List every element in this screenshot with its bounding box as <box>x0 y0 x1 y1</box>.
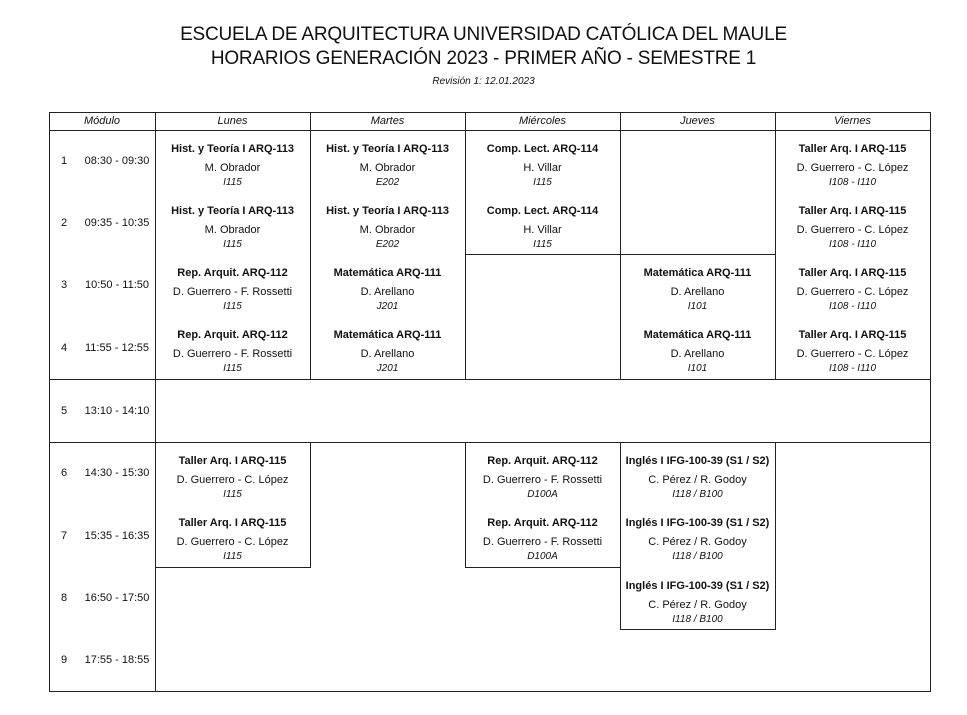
module-time: 14:30 - 15:30 <box>84 467 150 479</box>
class-group-border <box>775 130 776 379</box>
module-number: 5 <box>60 404 68 417</box>
module-time: 13:10 - 14:10 <box>84 404 150 417</box>
room-code: I108 - I110 <box>828 301 877 312</box>
teacher-name: D. Arellano <box>670 348 725 360</box>
room-code: I101 <box>687 301 708 312</box>
class-block <box>465 454 620 501</box>
column-header-martes: Martes <box>370 115 405 127</box>
room-code: I115 <box>223 363 242 374</box>
class-group-border <box>155 442 156 567</box>
teacher-name: D. Guerrero - F. Rossetti <box>482 536 603 548</box>
class-group-border <box>310 442 311 567</box>
module-number: 7 <box>60 529 68 542</box>
room-code: I115 <box>533 239 552 250</box>
teacher-name: C. Pérez / R. Godoy <box>648 474 747 486</box>
teacher-name: D. Guerrero - F. Rossetti <box>172 286 293 298</box>
class-group-border <box>775 130 931 131</box>
course-name: Inglés I IFG-100-39 (S1 / S2) <box>625 580 770 592</box>
class-group-border <box>620 379 776 380</box>
revision-note: Revisión 1: 12.01.2023 <box>432 76 535 87</box>
class-group-border <box>310 379 466 380</box>
column-header-miércoles: Miércoles <box>518 115 567 127</box>
room-code: I108 - I110 <box>828 363 877 374</box>
teacher-name: M. Obrador <box>359 162 416 174</box>
teacher-name: D. Guerrero - C. López <box>796 162 909 174</box>
course-name: Taller Arq. I ARQ-115 <box>798 143 907 155</box>
room-code: I108 - I110 <box>828 239 877 250</box>
class-group-border <box>310 130 311 379</box>
document-subtitle: HORARIOS GENERACIÓN 2023 - PRIMER AÑO - SEMESTRE 1 <box>210 48 757 69</box>
module-time: 11:55 - 12:55 <box>84 341 149 354</box>
module-time: 09:35 - 10:35 <box>84 217 150 229</box>
course-name: Hist. y Teoría I ARQ-113 <box>171 205 294 217</box>
teacher-name: D. Guerrero - F. Rossetti <box>482 474 603 486</box>
room-code: I115 <box>533 177 552 188</box>
module-number: 8 <box>60 592 68 604</box>
class-group-border <box>465 442 621 443</box>
class-block <box>155 266 310 313</box>
module-time: 10:50 - 11:50 <box>84 279 149 291</box>
room-code: D100A <box>527 551 558 562</box>
teacher-name: D. Arellano <box>670 286 725 298</box>
class-group-border <box>310 130 466 131</box>
teacher-name: H. Villar <box>523 162 562 174</box>
class-group-border <box>620 254 621 379</box>
course-name: Hist. y Teoría I ARQ-113 <box>326 205 449 217</box>
class-group-border <box>155 130 311 131</box>
room-code: I118 / B100 <box>672 489 723 500</box>
class-block <box>620 516 775 563</box>
class-group-border <box>930 130 931 379</box>
table-bottom-border <box>49 691 931 692</box>
class-group-border <box>620 254 776 255</box>
class-block <box>155 454 310 501</box>
class-block <box>155 142 310 189</box>
class-group-border <box>620 442 621 629</box>
module-number: 6 <box>60 467 68 479</box>
class-group-border <box>620 130 621 254</box>
teacher-name: D. Guerrero - C. López <box>176 474 289 486</box>
class-group-border <box>620 629 776 630</box>
course-name: Taller Arq. I ARQ-115 <box>178 455 287 467</box>
room-code: I115 <box>223 551 242 562</box>
class-block <box>310 204 465 251</box>
class-group-border <box>620 442 776 443</box>
room-code: I115 <box>223 301 242 312</box>
course-name: Inglés I IFG-100-39 (S1 / S2) <box>625 455 770 467</box>
course-name: Comp. Lect. ARQ-114 <box>486 205 599 217</box>
module-number: 3 <box>60 279 68 291</box>
module-time: 08:30 - 09:30 <box>84 155 150 167</box>
teacher-name: D. Guerrero - C. López <box>796 286 909 298</box>
class-group-border <box>155 379 311 380</box>
table-left-border <box>49 112 50 692</box>
course-name: Rep. Arquit. ARQ-112 <box>487 455 598 467</box>
room-code: I108 - I110 <box>828 177 877 188</box>
room-code: D100A <box>527 489 558 500</box>
class-block <box>465 142 620 189</box>
teacher-name: D. Arellano <box>360 348 415 360</box>
course-name: Hist. y Teoría I ARQ-113 <box>326 143 449 155</box>
room-code: I115 <box>223 489 242 500</box>
course-name: Matemática ARQ-111 <box>333 329 442 341</box>
room-code: I115 <box>223 177 242 188</box>
class-block <box>775 328 930 375</box>
room-code: I101 <box>687 363 708 374</box>
room-code: E202 <box>375 177 400 188</box>
teacher-name: M. Obrador <box>204 224 261 236</box>
room-code: J201 <box>376 301 399 312</box>
module-number: 2 <box>60 217 68 229</box>
column-header-modulo: Módulo <box>83 115 121 127</box>
teacher-name: D. Guerrero - F. Rossetti <box>172 348 293 360</box>
class-block <box>310 328 465 375</box>
course-name: Matemática ARQ-111 <box>643 329 752 341</box>
course-name: Taller Arq. I ARQ-115 <box>798 205 907 217</box>
class-group-border <box>155 442 311 443</box>
teacher-name: D. Arellano <box>360 286 415 298</box>
course-name: Comp. Lect. ARQ-114 <box>486 143 599 155</box>
course-name: Taller Arq. I ARQ-115 <box>798 329 907 341</box>
course-name: Matemática ARQ-111 <box>333 267 442 279</box>
course-name: Inglés I IFG-100-39 (S1 / S2) <box>625 517 770 529</box>
module-number: 1 <box>60 155 68 167</box>
class-group-border <box>465 130 621 131</box>
class-group-border <box>465 567 621 568</box>
course-name: Hist. y Teoría I ARQ-113 <box>171 143 294 155</box>
column-header-viernes: Viernes <box>833 115 872 127</box>
module-time: 15:35 - 16:35 <box>84 529 150 542</box>
class-block <box>155 516 310 563</box>
teacher-name: D. Guerrero - C. López <box>176 536 289 548</box>
course-name: Matemática ARQ-111 <box>643 267 752 279</box>
class-block <box>775 266 930 313</box>
teacher-name: D. Guerrero - C. López <box>796 224 909 236</box>
module-number: 9 <box>60 654 68 666</box>
class-group-border <box>775 442 776 629</box>
class-block <box>775 204 930 251</box>
room-code: E202 <box>375 239 400 250</box>
document-title: ESCUELA DE ARQUITECTURA UNIVERSIDAD CATÓLICA DEL MAULE <box>180 24 787 45</box>
room-code: I115 <box>223 239 242 250</box>
class-block <box>620 328 775 375</box>
teacher-name: M. Obrador <box>359 224 416 236</box>
column-header-jueves: Jueves <box>680 115 715 127</box>
class-block <box>155 204 310 251</box>
teacher-name: M. Obrador <box>204 162 261 174</box>
class-block <box>620 454 775 501</box>
class-block <box>620 579 775 626</box>
column-header-lunes: Lunes <box>217 115 248 127</box>
teacher-name: C. Pérez / R. Godoy <box>648 599 747 611</box>
class-block <box>155 328 310 375</box>
room-code: J201 <box>376 363 399 374</box>
course-name: Taller Arq. I ARQ-115 <box>798 267 907 279</box>
class-group-border <box>775 379 931 380</box>
class-block <box>310 142 465 189</box>
course-name: Taller Arq. I ARQ-115 <box>178 517 287 529</box>
class-block <box>465 204 620 251</box>
module-number: 4 <box>60 341 68 354</box>
teacher-name: C. Pérez / R. Godoy <box>648 536 747 548</box>
room-code: I118 / B100 <box>672 551 723 562</box>
class-block <box>310 266 465 313</box>
teacher-name: D. Guerrero - C. López <box>796 348 909 360</box>
class-group-border <box>465 254 621 255</box>
class-block <box>620 266 775 313</box>
room-code: I118 / B100 <box>672 614 723 625</box>
class-group-border <box>465 442 466 567</box>
class-group-border <box>155 567 311 568</box>
class-group-border <box>155 130 156 379</box>
teacher-name: H. Villar <box>523 224 562 236</box>
module-time: 16:50 - 17:50 <box>84 592 150 604</box>
course-name: Rep. Arquit. ARQ-112 <box>177 329 288 341</box>
class-block <box>775 142 930 189</box>
course-name: Rep. Arquit. ARQ-112 <box>177 267 288 279</box>
class-block <box>465 516 620 563</box>
class-group-border <box>465 130 466 254</box>
module-time: 17:55 - 18:55 <box>84 654 150 666</box>
course-name: Rep. Arquit. ARQ-112 <box>487 517 598 529</box>
